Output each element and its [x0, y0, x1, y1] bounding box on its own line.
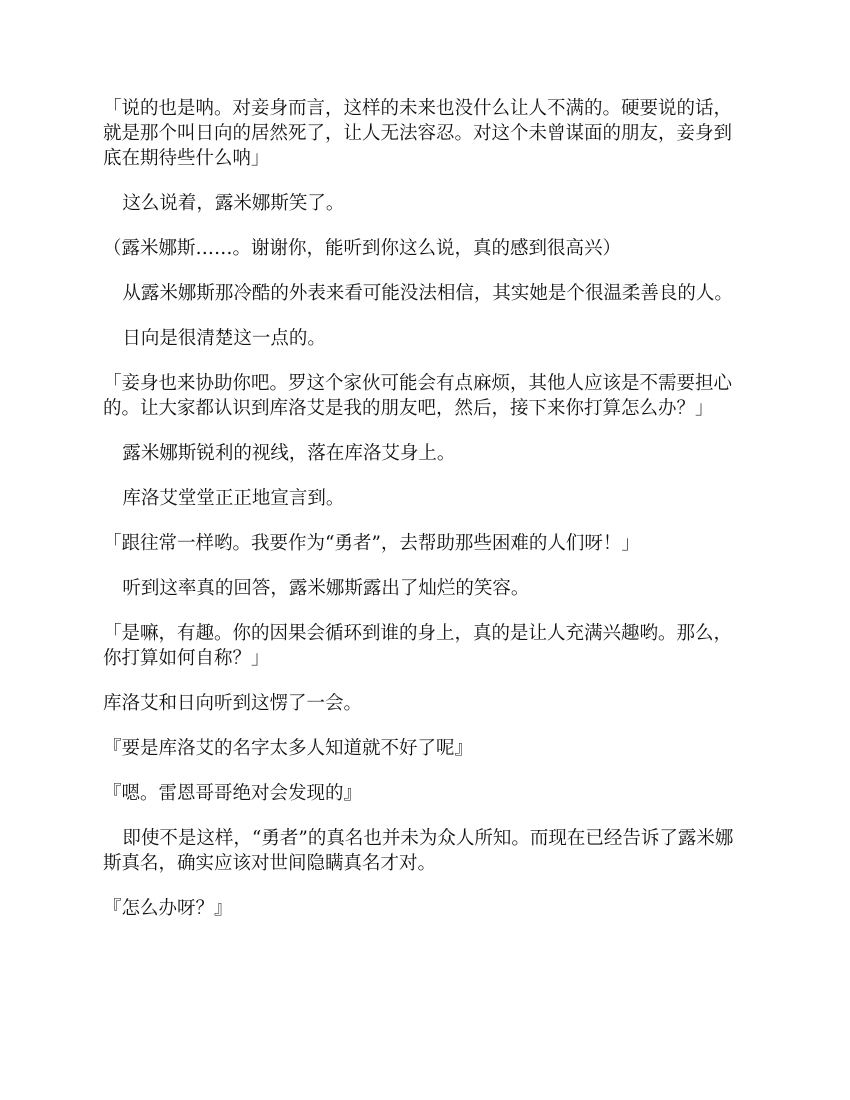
- paragraph: 库洛艾和日向听到这愣了一会。: [103, 693, 363, 714]
- paragraph: 『怎么办呀？』: [103, 898, 233, 919]
- paragraph: 「妾身也来协助你吧。罗这个家伙可能会有点麻烦，其他人应该是不需要担心的。让大家都认识到库洛艾是我的朋友吧，然后，接下来你打算怎么办？」: [103, 373, 733, 419]
- paragraph: （露米娜斯……。谢谢你，能听到你这么说，真的感到很高兴）: [103, 238, 622, 259]
- document-page: [103, 96, 748, 941]
- paragraph: 露米娜斯锐利的视线，落在库洛艾身上。: [122, 443, 456, 464]
- paragraph: 「跟往常一样哟。我要作为“勇者”，去帮助那些困难的人们呀！」: [103, 533, 640, 554]
- paragraph: 『嗯。雷恩哥哥绝对会发现的』: [103, 783, 363, 804]
- paragraph: 「说的也是呐。对妾身而言，这样的未来也没什么让人不满的。硬要说的话，就是那个叫日向的居然死了，让人无法容忍。对这个未曾谋面的朋友，妾身到底在期待些什么呐」: [103, 98, 733, 169]
- paragraph: 即使不是这样，“勇者”的真名也并未为众人所知。而现在已经告诉了露米娜斯真名，确实应该对世间隐瞒真名才对。: [103, 828, 734, 874]
- paragraph: 听到这率真的回答，露米娜斯露出了灿烂的笑容。: [122, 578, 530, 599]
- paragraph: 从露米娜斯那冷酷的外表来看可能没法相信，其实她是个很温柔善良的人。: [122, 283, 733, 304]
- paragraph: 『要是库洛艾的名字太多人知道就不好了呢』: [103, 738, 474, 759]
- paragraph: 库洛艾堂堂正正地宣言到。: [122, 488, 345, 509]
- paragraph: 日向是很清楚这一点的。: [122, 328, 326, 349]
- paragraph: 「是嘛，有趣。你的因果会循环到谁的身上，真的是让人充满兴趣哟。那么，你打算如何自称？」: [103, 623, 733, 669]
- paragraph: 这么说着，露米娜斯笑了。: [122, 193, 345, 214]
